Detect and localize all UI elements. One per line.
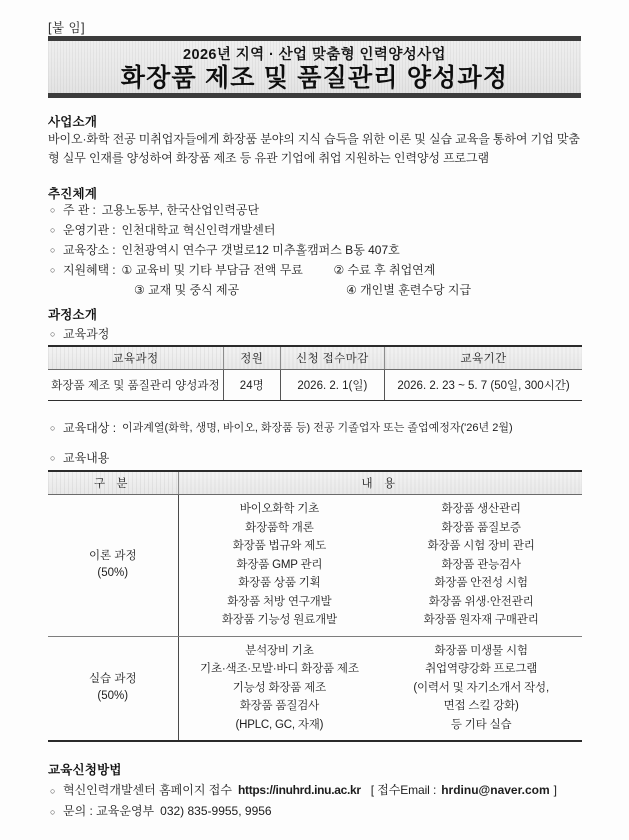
table-header-row: [48, 471, 582, 495]
cell-period: 2026. 2. 23 ~ 5. 7 (50일, 300시간): [385, 370, 582, 401]
col-header-course: 교육과정: [48, 346, 223, 370]
system-item-value-0: 고용노동부, 한국산업인력공단: [101, 203, 260, 217]
benefit-second-row: [50, 280, 590, 300]
circle-bullet-icon: ○: [50, 807, 56, 817]
system-list: [50, 200, 590, 300]
apply-contact-phone: 032) 835-9955, 9956: [160, 804, 272, 818]
system-item-label-0: 주 관 :: [63, 203, 96, 217]
list-item: [50, 780, 595, 801]
theory-left-item-4: 화장품 상품 기획: [238, 577, 321, 589]
curriculum-content-table: [48, 470, 582, 742]
attachment-tag: [붙 임]: [48, 21, 86, 35]
circle-bullet-icon: ○: [50, 453, 56, 463]
practice-left-item-2: 기능성 화장품 제조: [232, 681, 327, 694]
theory-left-item-2: 화장품 법규와 제도: [232, 540, 327, 552]
apply-email-address[interactable]: hrdinu@naver.com: [441, 783, 550, 797]
content-practice: [178, 636, 582, 741]
section-heading-course-intro: 과정소개: [48, 308, 98, 322]
target-row: [50, 418, 590, 438]
content-theory: [178, 495, 582, 637]
col-header-period: 교육기간: [385, 346, 582, 370]
col-header-deadline: 신청 접수마감: [280, 346, 385, 370]
business-intro-body: 바이오·화학 전공 미취업자들에게 화장품 분야의 지식 습득을 위한 이론 및 실습 교육을 통하여 기업 맞춤형 실무 인재를 양성하여 화장품 제조 등 유관 기업에 취업 지원하는 인력양성 프로그램: [48, 132, 580, 165]
practice-right-item-1: 취업역량강화 프로그램: [425, 663, 538, 675]
system-item-label-1: 운영기관 :: [63, 223, 116, 237]
theory-left-item-0: 바이오화학 기초: [239, 503, 320, 515]
theory-right-item-2: 화장품 시험 장비 관리: [427, 540, 535, 552]
banner-subtitle: 2026년 지역 · 산업 맞춤형 인력양성사업: [183, 46, 446, 63]
curriculum-subheading: 교육과정: [63, 327, 110, 341]
table-header-row: [48, 346, 582, 370]
apply-email-prefix: [ 접수Email :: [370, 783, 437, 797]
circle-bullet-icon: ○: [50, 786, 56, 796]
circle-bullet-icon: ○: [50, 245, 56, 255]
list-item: [50, 324, 590, 344]
division-practice-pct: (50%): [97, 690, 129, 703]
circle-bullet-icon: ○: [50, 225, 56, 235]
practice-left-item-4: (HPLC, GC, 자재): [235, 718, 324, 731]
list-item: [50, 220, 590, 240]
apply-list: [50, 780, 595, 822]
theory-left-column: [179, 500, 381, 630]
system-item-label-2: 교육장소 :: [63, 243, 116, 257]
practice-left-item-0: 분석장비 기초: [245, 644, 314, 657]
target-value: 이과계열(화학, 생명, 바이오, 화장품 등) 전공 기졸업자 또는 졸업예정자('26년 2월): [122, 422, 513, 434]
apply-homepage-url[interactable]: https://inuhrd.inu.ac.kr: [237, 783, 361, 797]
apply-email-suffix: ]: [553, 783, 557, 797]
apply-homepage-label: 혁신인력개발센터 홈페이지 접수: [63, 783, 232, 797]
practice-left-item-1: 기초·색조·모발·바디 화장품 제조: [200, 663, 359, 675]
practice-right-item-3: 면접 스킬 강화): [443, 700, 519, 712]
practice-right-item-4: 등 기타 실습: [450, 718, 512, 731]
col-header-division: 구 분: [48, 471, 178, 495]
col-header-content: 내 용: [178, 471, 582, 495]
banner-title: 화장품 제조 및 품질관리 양성과정: [120, 63, 509, 92]
practice-left-column: [179, 642, 381, 735]
list-item: [50, 801, 595, 822]
theory-right-item-0: 화장품 생산관리: [441, 503, 521, 515]
benefit-2: ② 수료 후 취업연계: [333, 263, 436, 277]
division-practice-title: 실습 과정: [88, 673, 137, 686]
theory-right-item-1: 화장품 품질보증: [441, 521, 521, 534]
division-practice: [48, 636, 178, 741]
theory-right-item-4: 화장품 안전성 시험: [434, 577, 528, 589]
benefit-4: ④ 개인별 훈련수당 지급: [346, 283, 472, 297]
benefit-3: ③ 교재 및 중식 제공: [134, 283, 240, 297]
apply-contact-label: 문의 : 교육운영부: [63, 804, 155, 818]
table-row-practice: [48, 636, 582, 741]
cell-course-name: 화장품 제조 및 품질관리 양성과정: [48, 370, 223, 401]
theory-left-item-5: 화장품 처방 연구개발: [227, 595, 332, 608]
system-item-value-2: 인천광역시 연수구 갯벌로12 미추홀캠퍼스 B동 407호: [121, 243, 400, 257]
content-subheading: 교육내용: [63, 451, 110, 465]
list-item: [50, 418, 590, 438]
circle-bullet-icon: ○: [50, 205, 56, 215]
target-label: 교육대상 :: [63, 421, 117, 435]
division-theory: [48, 495, 178, 637]
theory-right-column: [380, 500, 582, 630]
practice-right-item-0: 화장품 미생물 시험: [434, 644, 528, 657]
system-item-label-3: 지원혜택 :: [63, 263, 116, 277]
division-theory-title: 이론 과정: [88, 550, 137, 563]
table-row-theory: [48, 495, 582, 637]
col-header-capacity: 정원: [223, 346, 280, 370]
list-item: [50, 260, 590, 280]
theory-right-item-6: 화장품 원자재 구매관리: [423, 614, 539, 626]
section-heading-apply: 교육신청방법: [48, 763, 122, 777]
table-row: [48, 370, 582, 401]
theory-left-item-6: 화장품 기능성 원료개발: [221, 614, 337, 626]
circle-bullet-icon: ○: [50, 265, 56, 275]
list-item: [50, 200, 590, 220]
cell-deadline: 2026. 2. 1(일): [280, 370, 385, 401]
practice-right-item-2: (이력서 및 자기소개서 작성,: [413, 681, 549, 694]
section-heading-business-intro: 사업소개: [48, 115, 98, 129]
list-item: [50, 448, 590, 468]
cell-capacity: 24명: [223, 370, 280, 401]
content-subheading-row: [50, 448, 590, 468]
title-banner: [48, 36, 581, 98]
circle-bullet-icon: ○: [50, 423, 56, 433]
curriculum-subheading-row: [50, 324, 590, 344]
practice-right-column: [380, 642, 582, 735]
practice-left-item-3: 화장품 품질검사: [239, 700, 320, 712]
course-table: [48, 345, 582, 401]
system-item-value-1: 인천대학교 혁신인력개발센터: [121, 223, 276, 237]
theory-right-item-5: 화장품 위생·안전관리: [428, 595, 534, 608]
theory-left-item-1: 화장품학 개론: [245, 521, 314, 534]
circle-bullet-icon: ○: [50, 329, 56, 339]
division-theory-pct: (50%): [97, 567, 129, 580]
list-item: [50, 240, 590, 260]
section-heading-system: 추진체계: [48, 187, 98, 201]
theory-right-item-3: 화장품 관능검사: [441, 558, 521, 571]
benefit-1: ① 교육비 및 기타 부담금 전액 무료: [121, 263, 303, 277]
theory-left-item-3: 화장품 GMP 관리: [236, 558, 323, 571]
